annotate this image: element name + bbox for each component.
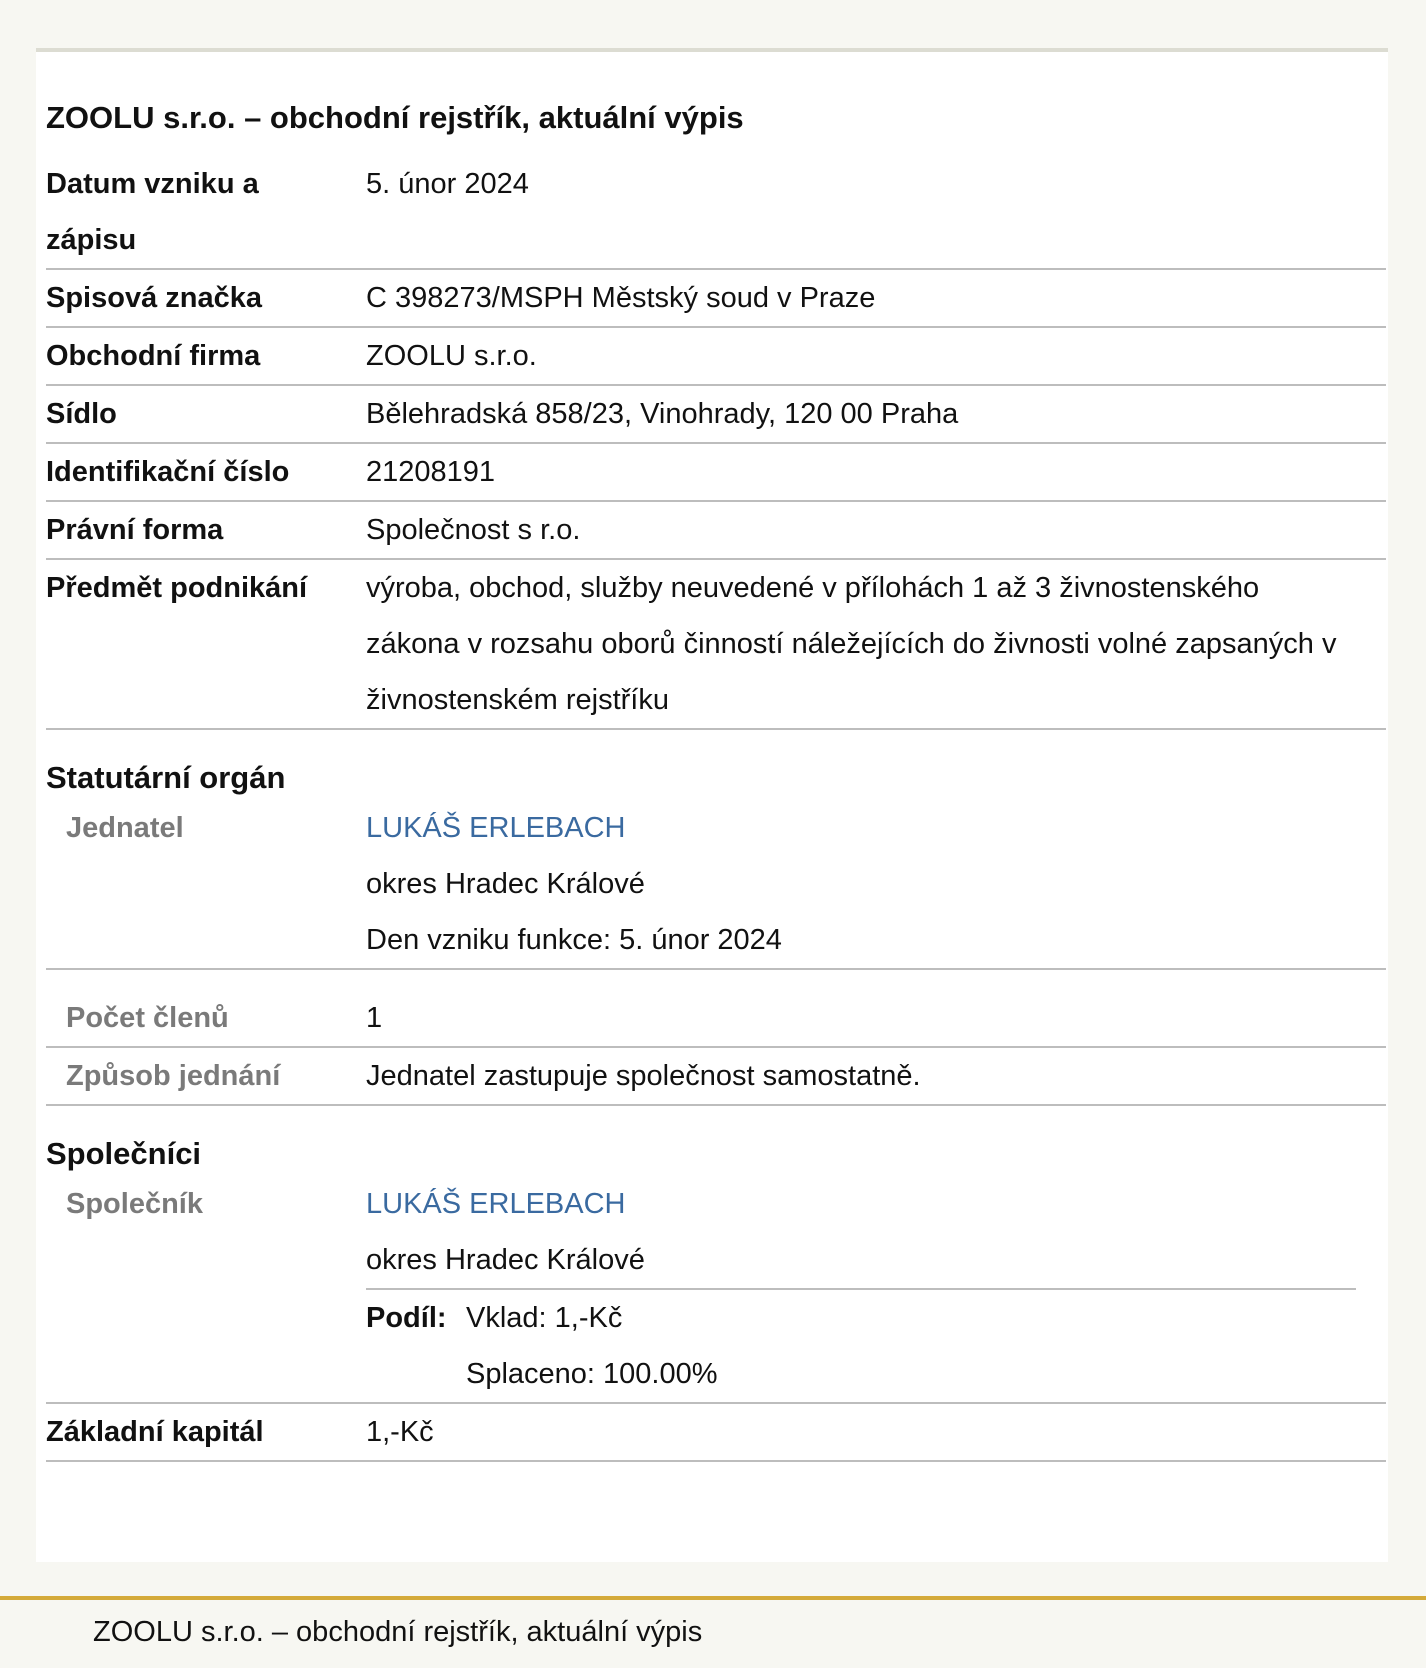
label-jednatel: Jednatel [66, 812, 184, 844]
predmet-line-1: výroba, obchod, služby neuvedené v přílohách 1 až 3 živnostenského [366, 572, 1260, 604]
footer-bar [0, 1596, 1426, 1668]
predmet-line-2: zákona v rozsahu oborů činností náležejících do živnosti volné zapsaných v [366, 628, 1337, 660]
spolecnik-name-link[interactable]: LUKÁŠ ERLEBACH [366, 1188, 626, 1220]
page-title: ZOOLU s.r.o. – obchodní rejstřík, aktuální výpis [46, 100, 744, 135]
row-zakladni-kapital [46, 1404, 1386, 1462]
row-sidlo [46, 386, 1386, 444]
value-obchodni-firma: ZOOLU s.r.o. [366, 340, 537, 372]
podil-label: Podíl: [366, 1302, 447, 1334]
jednatel-name-link[interactable]: LUKÁŠ ERLEBACH [366, 812, 626, 844]
podil-splaceno: Splaceno: 100.00% [466, 1358, 718, 1390]
label-datum-vzniku-line1: Datum vzniku a [46, 168, 259, 200]
value-spolecnik [366, 1176, 1386, 1402]
row-obchodni-firma [46, 328, 1386, 386]
jednatel-den-vzniku: Den vzniku funkce: 5. únor 2024 [366, 924, 782, 956]
value-jednatel [366, 800, 1386, 968]
value-pravni-forma: Společnost s r.o. [366, 514, 581, 546]
row-spolecnik [46, 1176, 1386, 1404]
row-ico [46, 444, 1386, 502]
value-pocet-clenu: 1 [366, 1002, 383, 1034]
label-pocet-clenu: Počet členů [66, 1002, 229, 1034]
row-spisova-znacka [46, 270, 1386, 328]
row-pravni-forma [46, 502, 1386, 560]
value-spisova-znacka: C 398273/MSPH Městský soud v Praze [366, 282, 876, 314]
section-title-statutarni-organ: Statutární orgán [46, 760, 286, 795]
label-predmet-podnikani: Předmět podnikání [46, 572, 308, 604]
register-table [46, 156, 1386, 1462]
value-sidlo: Bělehradská 858/23, Vinohrady, 120 00 Praha [366, 398, 959, 430]
label-zakladni-kapital: Základní kapitál [46, 1416, 264, 1448]
podil-values [466, 1290, 718, 1402]
label-ico: Identifikační číslo [46, 456, 290, 488]
value-datum-vzniku: 5. únor 2024 [366, 168, 529, 200]
label-spisova-znacka: Spisová značka [46, 282, 262, 314]
label-datum-vzniku-line2: zápisu [46, 224, 137, 256]
label-datum-vzniku [46, 156, 366, 268]
row-zpusob-jednani [46, 1048, 1386, 1106]
row-datum-vzniku [46, 156, 1386, 270]
label-pravni-forma: Právní forma [46, 514, 224, 546]
row-pocet-clenu [46, 990, 1386, 1048]
value-zpusob-jednani: Jednatel zastupuje společnost samostatně. [366, 1060, 921, 1092]
jednatel-okres: okres Hradec Králové [366, 868, 645, 900]
label-sidlo: Sídlo [46, 398, 117, 430]
spolecnik-okres: okres Hradec Králové [366, 1244, 645, 1276]
podil-vklad: Vklad: 1,-Kč [466, 1302, 623, 1334]
value-ico: 21208191 [366, 456, 496, 488]
podil-box [366, 1288, 1356, 1402]
row-jednatel [46, 800, 1386, 970]
section-title-spolecnici: Společníci [46, 1136, 202, 1171]
value-zakladni-kapital: 1,-Kč [366, 1416, 434, 1448]
label-spolecnik: Společník [66, 1188, 203, 1220]
value-predmet-podnikani [366, 560, 1386, 728]
label-zpusob-jednani: Způsob jednání [66, 1060, 281, 1092]
row-predmet-podnikani [46, 560, 1386, 730]
document-card [36, 48, 1388, 1562]
predmet-line-3: živnostenském rejstříku [366, 684, 669, 716]
footer-text: ZOOLU s.r.o. – obchodní rejstřík, aktuální výpis [93, 1616, 703, 1648]
label-obchodni-firma: Obchodní firma [46, 340, 261, 372]
